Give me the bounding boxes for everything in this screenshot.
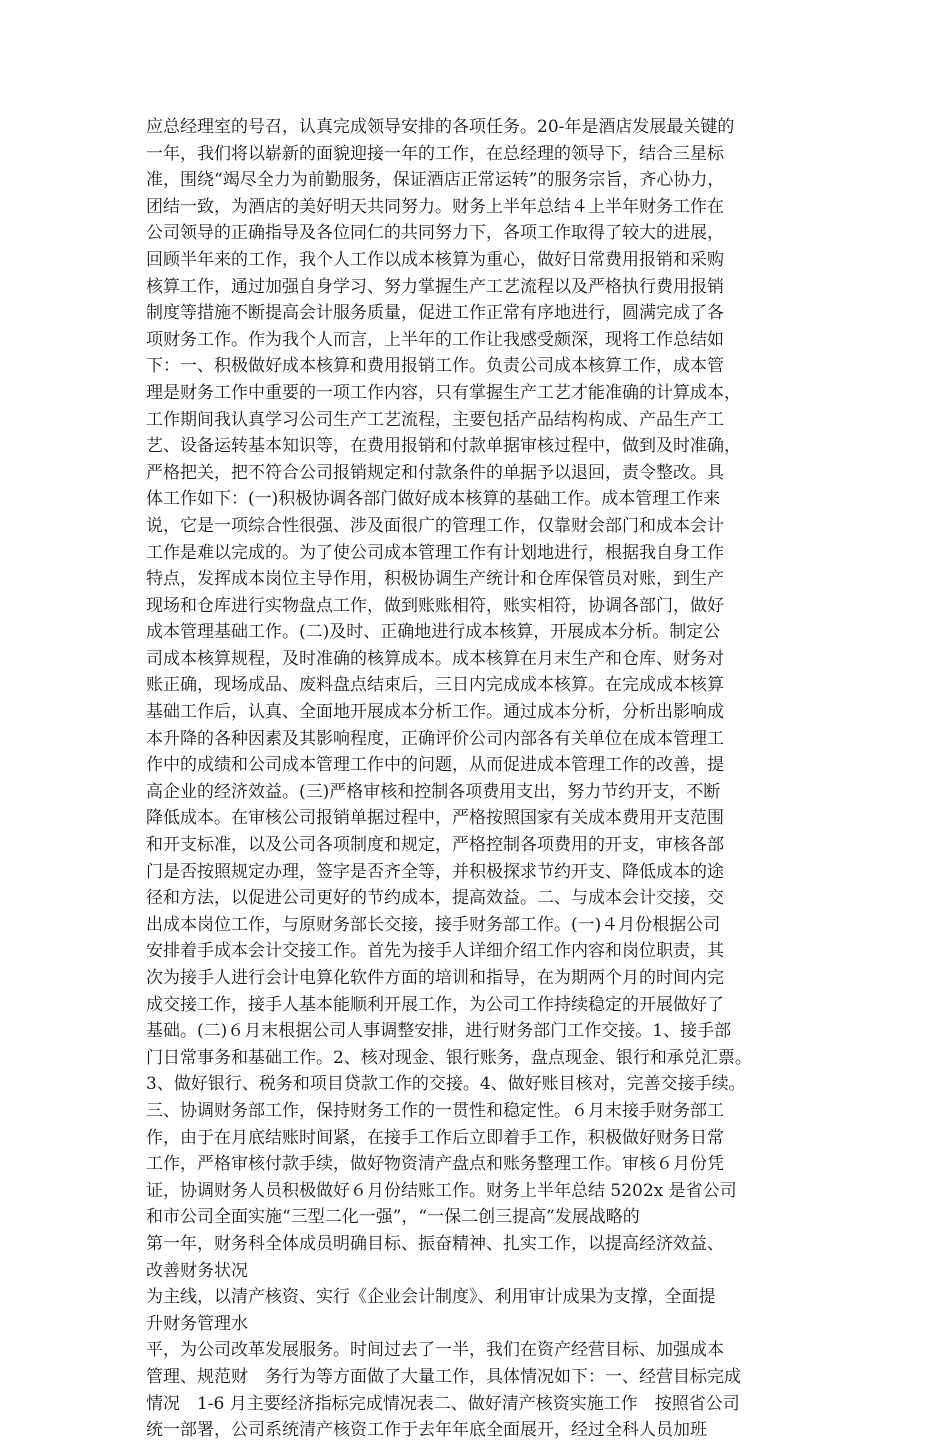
text-line: 统一部署，公司系统清产核资工作于去年年底全面展开，经过全科人员加班: [146, 1420, 707, 1441]
text-line: 降低成本。在审核公司报销单据过程中，严格按照国家有关成本费用开支范围: [146, 808, 724, 829]
text-line: 回顾半年来的工作，我个人工作以成本核算为重心，做好日常费用报销和采购: [146, 249, 724, 270]
text-line: 基础工作后，认真、全面地开展成本分析工作。通过成本分析，分析出影响成: [146, 702, 724, 723]
text-line: 升财务管理水: [146, 1313, 248, 1334]
text-line: 径和方法，以促进公司更好的节约成本，提高效益。二、与成本会计交接，交: [146, 888, 724, 909]
text-line: 高企业的经济效益。(三)严格审核和控制各项费用支出，努力节约开支，不断: [146, 781, 721, 802]
document-body: [146, 114, 846, 1444]
text-line: 作中的成绩和公司成本管理工作中的问题，从而促进成本管理工作的改善，提: [146, 755, 724, 776]
text-line: 一年，我们将以崭新的面貌迎接一年的工作，在总经理的领导下，结合三星标: [146, 143, 724, 164]
text-line: 为主线，以清产核资、实行《企业会计制度》、利用审计成果为支撑，全面提: [146, 1287, 716, 1308]
text-line: 门日常事务和基础工作。2、核对现金、银行账务，盘点现金、银行和承兑汇票。: [146, 1047, 752, 1068]
text-line: 说，它是一项综合性很强、涉及面很广的管理工作，仅靠财会部门和成本会计: [146, 515, 724, 536]
text-line: 项财务工作。作为我个人而言，上半年的工作让我感受颇深，现将工作总结如: [146, 329, 724, 350]
text-line: 下：一、积极做好成本核算和费用报销工作。负责公司成本核算工作，成本管: [146, 356, 724, 377]
text-line: 门是否按照规定办理，签字是否齐全等，并积极探求节约开支、降低成本的途: [146, 861, 724, 882]
text-line: 3、做好银行、税务和项目贷款工作的交接。4、做好账目核对，完善交接手续。: [146, 1074, 746, 1095]
text-line: 严格把关，把不符合公司报销规定和付款条件的单据予以退回，责令整改。具: [146, 462, 724, 483]
text-line: 和市公司全面实施“三型二化一强”，“一保二创三提高”发展战略的: [146, 1207, 640, 1228]
text-line: 出成本岗位工作，与原财务部长交接，接手财务部工作。(一)４月份根据公司: [146, 914, 721, 935]
text-line: 成本管理基础工作。(二)及时、正确地进行成本核算，开展成本分析。制定公: [146, 622, 721, 643]
text-line: 核算工作，通过加强自身学习、努力掌握生产工艺流程以及严格执行费用报销: [146, 276, 724, 297]
text-line: 特点，发挥成本岗位主导作用，积极协调生产统计和仓库保管员对账，到生产: [146, 569, 724, 590]
text-line: 团结一致，为酒店的美好明天共同努力。财务上半年总结４上半年财务工作在: [146, 196, 724, 217]
text-line: 成交接工作，接手人基本能顺利开展工作，为公司工作持续稳定的开展做好了: [146, 994, 724, 1015]
text-line: 改善财务状况: [146, 1260, 248, 1281]
text-line: 管理、规范财 务行为等方面做了大量工作，具体情况如下：一、经营目标完成: [146, 1366, 741, 1387]
text-line: 工作期间我认真学习公司生产工艺流程，主要包括产品结构构成、产品生产工: [146, 409, 724, 430]
text-line: 次为接手人进行会计电算化软件方面的培训和指导，在为期两个月的时间内完: [146, 968, 724, 988]
text-line: 基础。(二)６月末根据公司人事调整安排，进行财务部门工作交接。1、接手部: [146, 1021, 732, 1042]
text-line: 平，为公司改革发展服务。时间过去了一半，我们在资产经营目标、加强成本: [146, 1340, 724, 1361]
text-line: 安排着手成本会计交接工作。首先为接手人详细介绍工作内容和岗位职责，其: [146, 941, 724, 962]
text-line: 公司领导的正确指导及各位同仁的共同努力下，各项工作取得了较大的进展，: [146, 223, 724, 244]
text-line: 账正确，现场成品、废料盘点结束后，三日内完成成本核算。在完成成本核算: [146, 675, 724, 696]
text-line: 和开支标准，以及公司各项制度和规定，严格控制各项费用的开支，审核各部: [146, 835, 724, 856]
text-line: 工作是难以完成的。为了使公司成本管理工作有计划地进行，根据我自身工作: [146, 542, 724, 563]
text-line: 第一年，财务科全体成员明确目标、振奋精神、扎实工作，以提高经济效益、: [146, 1233, 724, 1254]
text-line: 三、协调财务部工作，保持财务工作的一贯性和稳定性。６月末接手财务部工: [146, 1100, 724, 1121]
text-line: 现场和仓库进行实物盘点工作，做到账账相符，账实相符，协调各部门，做好: [146, 595, 724, 616]
text-line: 作，由于在月底结账时间紧，在接手工作后立即着手工作，积极做好财务日常: [146, 1127, 724, 1148]
text-line: 司成本核算规程，及时准确的核算成本。成本核算在月末生产和仓库、财务对: [146, 648, 724, 669]
text-line: 艺、设备运转基本知识等，在费用报销和付款单据审核过程中，做到及时准确，: [146, 436, 741, 457]
text-line: 制度等措施不断提高会计服务质量，促进工作正常有序地进行，圆满完成了各: [146, 303, 724, 324]
text-line: 证，协调财务人员积极做好６月份结账工作。财务上半年总结 5202x 是省公司: [146, 1180, 737, 1201]
text-line: 情况 1-6 月主要经济指标完成情况表二、做好清产核资实施工作 按照省公司: [146, 1393, 740, 1414]
text-line: 准，围绕“竭尽全力为前勤服务，保证酒店正常运转”的服务宗旨，齐心协力，: [146, 170, 725, 191]
text-line: 理是财务工作中重要的一项工作内容，只有掌握生产工艺才能准确的计算成本，: [146, 382, 741, 403]
text-line: 工作，严格审核付款手续，做好物资清产盘点和账务整理工作。审核６月份凭: [146, 1154, 724, 1175]
text-line: 本升降的各种因素及其影响程度，正确评价公司内部各有关单位在成本管理工: [146, 728, 724, 749]
text-line: 体工作如下：(一)积极协调各部门做好成本核算的基础工作。成本管理工作来: [146, 489, 721, 510]
text-line: 应总经理室的号召，认真完成领导安排的各项任务。20-年是酒店发展最关键的: [146, 117, 735, 137]
